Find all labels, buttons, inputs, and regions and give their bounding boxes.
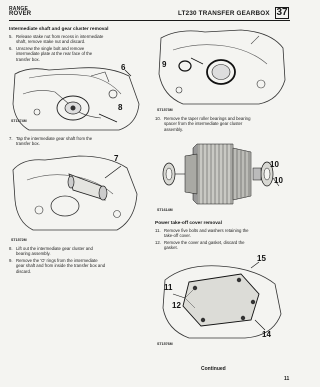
callout-8: 8	[118, 103, 123, 112]
callout-10-top: 10	[270, 160, 279, 169]
callout-9: 9	[162, 60, 167, 69]
brand-bottom: ROVER	[9, 11, 32, 17]
figure-code-st1574m: ST1574M	[11, 119, 27, 123]
section-number-box: 37	[276, 7, 288, 18]
callout-10-bottom: 10	[274, 176, 283, 185]
step-5: 5. Release stake nut from recess in intermediate shaft, remove stake nut and discard.	[9, 34, 104, 45]
header-rule	[9, 20, 290, 21]
brand-logo	[9, 7, 31, 17]
callout-12: 12	[172, 301, 181, 310]
step-9: 9. Remove the 'O' rings from the intermediate gear shaft and from inside the transfer box and discard.	[9, 258, 106, 274]
figure-code-st1573m: ST1573M	[157, 108, 173, 112]
page-title: LT230 TRANSFER GEARBOX	[178, 10, 270, 17]
figure-st1576m	[155, 254, 290, 342]
callout-6: 6	[121, 63, 126, 72]
figure-code-st1572m: ST1572M	[11, 238, 27, 242]
step-11: 11. Remove five bolts and washers retaining the take-off cover.	[155, 228, 249, 239]
figure-code-st1614m: ST1614M	[157, 208, 173, 212]
figure-st1614m	[155, 138, 290, 210]
figure-st1572m	[9, 150, 145, 234]
step-12: 12. Remove the cover and gasket, discard the gasket.	[155, 240, 245, 251]
figure-st1573m	[155, 24, 290, 106]
callout-7: 7	[114, 154, 119, 163]
figure-code-st1576m: ST1576M	[157, 342, 173, 346]
figure-st1574m	[9, 64, 145, 132]
callout-15: 15	[257, 254, 266, 263]
page-number: 11	[284, 376, 290, 382]
step-10: 10. Remove the taper roller bearings and bearing spacer from the intermediate gear cluster assembly.	[155, 116, 251, 132]
section-title-intermediate: Intermediate shaft and gear cluster removal	[9, 27, 109, 32]
step-7: 7. Tap the intermediate gear shaft from the transfer box.	[9, 136, 93, 147]
step-8: 8. Lift out the intermediate gear cluster and bearing assembly.	[9, 246, 93, 257]
continued-label: Continued	[201, 366, 226, 372]
section-title-power-take-off: Power take-off cover removal	[155, 221, 222, 226]
step-6: 6. Unscrew the single bolt and remove intermediate plate at the rear face of the transfer box.	[9, 46, 93, 62]
callout-11: 11	[164, 283, 173, 292]
callout-14: 14	[262, 330, 271, 339]
brand-top: RANGE	[9, 6, 29, 12]
